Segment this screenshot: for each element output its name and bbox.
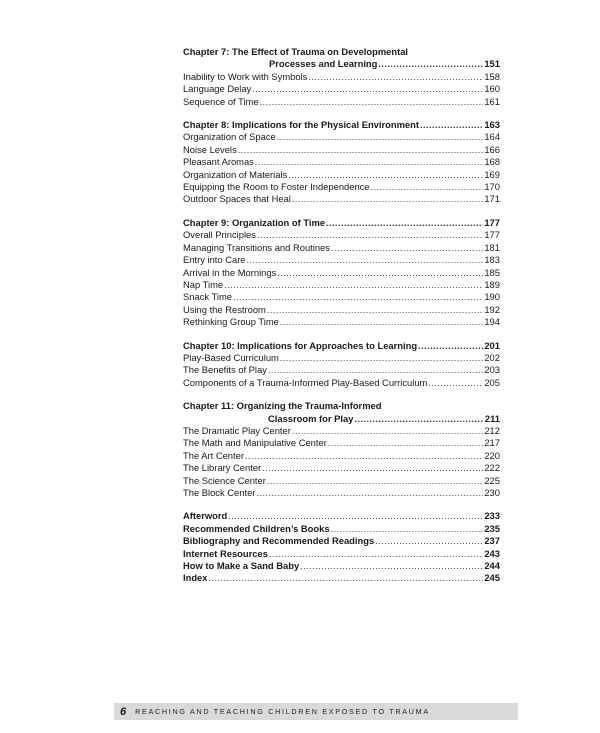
page-number: 170 — [484, 181, 500, 193]
dot-leader — [228, 510, 483, 522]
dot-leader — [328, 437, 484, 449]
toc-entry — [183, 254, 500, 266]
entry-title: Language Delay — [183, 83, 252, 95]
page-number: 164 — [484, 131, 500, 143]
entry-title: Managing Transitions and Routines — [183, 241, 330, 253]
page-number: 183 — [484, 254, 500, 266]
toc-entry — [183, 71, 500, 83]
entry-title: Play-Based Curriculum — [183, 351, 279, 363]
page-number: 185 — [484, 266, 500, 278]
entry-title: The Benefits of Play — [183, 364, 267, 376]
chapter-heading: Chapter 7: The Effect of Trauma on Developmental — [183, 46, 409, 57]
chapter-11-section — [183, 400, 500, 499]
dot-leader — [257, 229, 483, 241]
entry-title: Outdoor Spaces that Heal — [183, 193, 291, 205]
page-number: 217 — [484, 437, 500, 449]
dot-leader — [267, 304, 483, 316]
page-number: 230 — [484, 487, 500, 498]
dot-leader — [238, 144, 484, 156]
entry-title: Internet Resources — [183, 547, 268, 559]
dot-leader — [245, 450, 483, 462]
chapter-heading-text: Chapter 10: Implications for Approaches to Learning — [183, 339, 418, 351]
chapter-heading-text: Chapter 9: Organization of Time — [183, 216, 326, 228]
dot-leader — [268, 364, 483, 376]
page-number: 189 — [484, 278, 500, 290]
entry-title: Bibliography and Recommended Readings — [183, 535, 375, 547]
page-number: 225 — [484, 474, 500, 486]
entry-title: The Library Center — [183, 462, 262, 474]
toc-entry — [183, 535, 500, 547]
entry-title: Snack Time — [183, 291, 232, 303]
page-number: 177 — [484, 216, 500, 228]
toc-entry — [183, 131, 500, 143]
dot-leader — [280, 316, 483, 328]
toc-entry — [183, 156, 500, 168]
dot-leader — [256, 487, 483, 499]
page-number: 211 — [484, 412, 500, 424]
chapter-heading-text: Classroom for Play — [268, 412, 354, 424]
dot-leader — [378, 58, 483, 70]
entry-title: Afterword — [183, 510, 228, 522]
page-number: 235 — [484, 522, 500, 534]
page-number: 205 — [484, 376, 500, 388]
entry-title: Using the Restroom — [183, 303, 266, 315]
chapter-heading — [183, 217, 500, 229]
footer-page-number: 6 — [120, 705, 127, 718]
chapter-heading-continued — [183, 58, 500, 70]
page-number: 237 — [484, 535, 500, 547]
page-number: 233 — [484, 510, 500, 522]
entry-title: Index — [183, 572, 208, 584]
dot-leader — [277, 131, 484, 143]
dot-leader — [269, 548, 483, 560]
dot-leader — [292, 425, 483, 437]
page-number: 181 — [484, 241, 500, 253]
page-number: 192 — [484, 303, 500, 315]
dot-leader — [277, 267, 483, 279]
page-number: 177 — [484, 229, 500, 241]
page-number: 151 — [484, 58, 500, 70]
entry-title: The Dramatic Play Center — [183, 424, 291, 436]
dot-leader — [280, 352, 483, 364]
entry-title: Rethinking Group Time — [183, 316, 279, 328]
chapter-heading — [183, 119, 500, 131]
toc-entry — [183, 437, 500, 449]
toc-entry — [183, 364, 500, 376]
toc-entry — [183, 169, 500, 181]
chapter-9-section — [183, 217, 500, 329]
toc-entry — [183, 291, 500, 303]
toc-entry — [183, 279, 500, 291]
dot-leader — [260, 96, 484, 108]
toc-entry — [183, 242, 500, 254]
backmatter-section — [183, 510, 500, 584]
page-number: 243 — [484, 547, 500, 559]
page-number: 212 — [484, 424, 500, 436]
dot-leader — [224, 279, 483, 291]
entry-title: Sequence of Time — [183, 95, 259, 107]
entry-title: Nap Time — [183, 278, 224, 290]
dot-leader — [420, 119, 483, 131]
chapter-8-section — [183, 119, 500, 206]
page-number: 166 — [484, 143, 500, 155]
toc-entry — [183, 304, 500, 316]
toc-entry — [183, 377, 500, 389]
toc-entry — [183, 462, 500, 474]
toc-entry — [183, 572, 500, 584]
dot-leader — [375, 535, 483, 547]
toc-entry — [183, 229, 500, 241]
page-number: 168 — [484, 156, 500, 168]
dot-leader — [354, 413, 483, 425]
page-number: 203 — [484, 364, 500, 376]
entry-title: Inability to Work with Symbols — [183, 70, 308, 82]
entry-title: Components of a Trauma-Informed Play-Based Curriculum — [183, 376, 428, 388]
entry-title: Equipping the Room to Foster Independence — [183, 181, 370, 193]
toc-entry — [183, 510, 500, 522]
toc-entry — [183, 267, 500, 279]
toc-entry — [183, 487, 500, 499]
chapter-heading-continued — [183, 413, 500, 425]
chapter-heading — [183, 340, 500, 352]
entry-title: Organization of Space — [183, 131, 276, 143]
entry-title: Organization of Materials — [183, 168, 288, 180]
footer-book-title: REACHING AND TEACHING CHILDREN EXPOSED TO TRAUMA — [135, 707, 430, 716]
entry-title: The Math and Manipulative Center — [183, 437, 327, 449]
page-number: 202 — [484, 351, 500, 363]
toc-entry — [183, 475, 500, 487]
toc-entry — [183, 181, 500, 193]
dot-leader — [255, 156, 483, 168]
entry-title: Overall Principles — [183, 229, 256, 241]
chapter-heading-text: Chapter 8: Implications for the Physical Environment — [183, 119, 419, 131]
toc-entry — [183, 523, 500, 535]
toc-entry — [183, 96, 500, 108]
page-number: 171 — [484, 193, 500, 205]
entry-title: The Block Center — [183, 487, 256, 498]
entry-title: Pleasant Aromas — [183, 156, 254, 168]
dot-leader — [326, 217, 483, 229]
toc-entry — [183, 352, 500, 364]
entry-title: Recommended Children’s Books — [183, 522, 330, 534]
dot-leader — [428, 377, 483, 389]
dot-leader — [331, 523, 484, 535]
running-footer — [114, 703, 518, 720]
page-number: 190 — [484, 291, 500, 303]
dot-leader — [292, 193, 483, 205]
page-number: 169 — [484, 168, 500, 180]
page-number: 160 — [484, 83, 500, 95]
dot-leader — [267, 475, 483, 487]
toc-entry — [183, 316, 500, 328]
page-number: 244 — [484, 560, 500, 572]
toc-entry — [183, 450, 500, 462]
table-of-contents — [183, 46, 500, 596]
toc-entry — [183, 193, 500, 205]
page-number: 245 — [484, 572, 500, 584]
page-number: 220 — [484, 449, 500, 461]
page-number: 163 — [484, 119, 500, 131]
entry-title: Entry into Care — [183, 254, 246, 266]
dot-leader — [371, 181, 484, 193]
chapter-heading: Chapter 11: Organizing the Trauma-Informed — [183, 400, 382, 412]
chapter-10-section — [183, 340, 500, 390]
chapter-heading-text: Processes and Learning — [269, 58, 378, 70]
chapter-7-section — [183, 46, 500, 108]
page-number: 194 — [484, 316, 500, 328]
dot-leader — [300, 560, 483, 572]
page-number: 161 — [484, 95, 500, 107]
toc-entry — [183, 83, 500, 95]
toc-entry — [183, 144, 500, 156]
dot-leader — [331, 242, 483, 254]
entry-title: The Art Center — [183, 449, 244, 461]
dot-leader — [247, 254, 484, 266]
entry-title: How to Make a Sand Baby — [183, 560, 300, 572]
page-number: 222 — [484, 462, 500, 474]
entry-title: The Science Center — [183, 474, 266, 486]
dot-leader — [418, 340, 483, 352]
page-number: 201 — [484, 339, 500, 351]
dot-leader — [209, 572, 484, 584]
toc-entry — [183, 548, 500, 560]
entry-title: Arrival in the Mornings — [183, 266, 277, 278]
dot-leader — [308, 71, 483, 83]
dot-leader — [262, 462, 483, 474]
toc-entry — [183, 425, 500, 437]
dot-leader — [252, 83, 483, 95]
page-number: 158 — [484, 70, 500, 82]
dot-leader — [288, 169, 483, 181]
entry-title: Noise Levels — [183, 143, 237, 155]
toc-entry — [183, 560, 500, 572]
dot-leader — [233, 291, 483, 303]
